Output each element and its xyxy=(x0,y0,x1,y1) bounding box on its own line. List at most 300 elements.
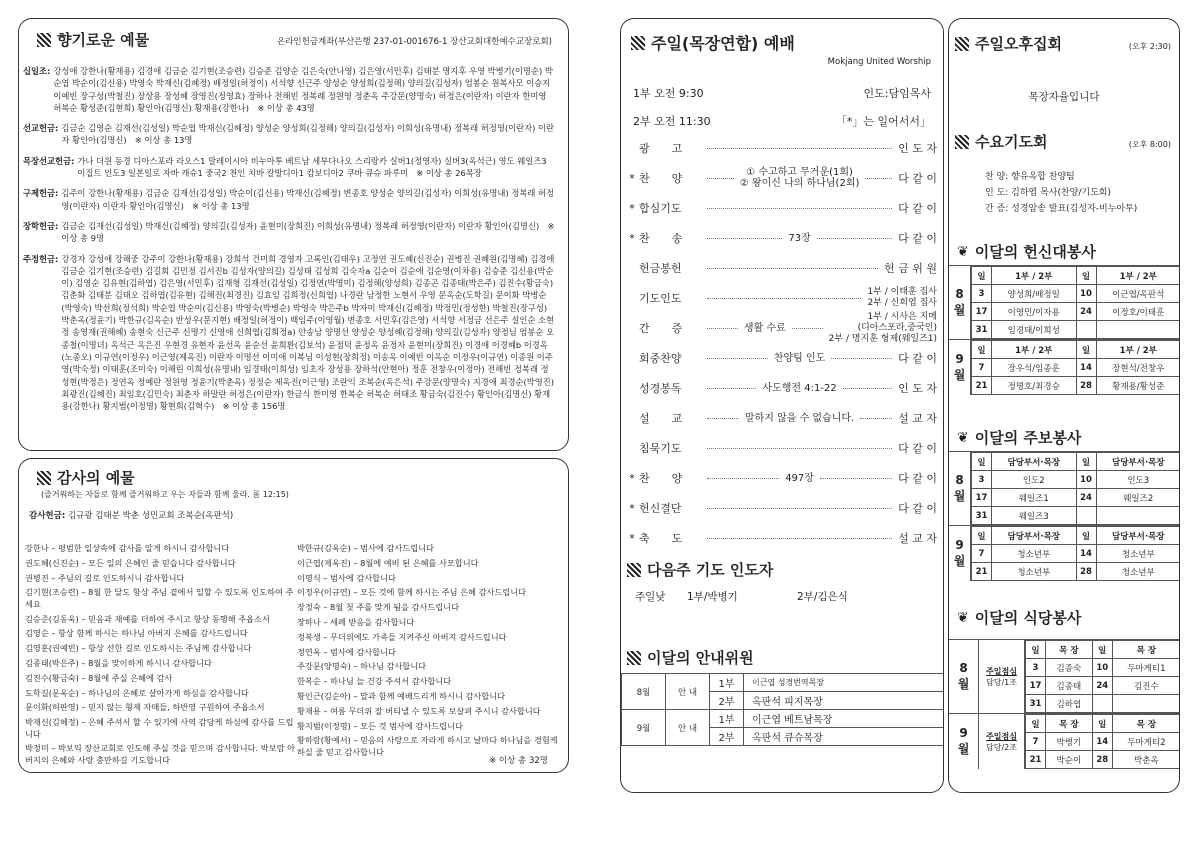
thanks-item: 이근엽(제옥진) – 8월에 예비 된 은혜를 사모합니다 xyxy=(297,557,479,568)
order-name: 침묵기도 xyxy=(639,442,682,455)
time-2: 2부 오전 11:30 xyxy=(633,115,711,128)
offering-item xyxy=(23,122,556,147)
schedule-head-cell: 일 xyxy=(1026,715,1046,733)
order-dots xyxy=(843,388,892,389)
order-mid: 73장 xyxy=(788,232,811,244)
pattern-icon xyxy=(955,37,969,51)
schedule-cell: 청소년부 xyxy=(992,545,1077,563)
schedule-row xyxy=(1026,677,1181,695)
schedule-cell: 7 xyxy=(972,359,992,377)
order-mid: 말하지 않을 수 없습니다. xyxy=(744,412,855,424)
order-row xyxy=(621,467,943,489)
schedule-row xyxy=(972,563,1181,581)
kitchen-lead xyxy=(979,640,1025,713)
dedication-title: ❦ 이달의 헌신대봉사 xyxy=(957,243,1096,261)
thanks-item: 김영훈(권예빈) – 항상 선한 길로 인도하시는 주님께 감사합니다 xyxy=(25,643,252,654)
offering-names xyxy=(61,253,556,413)
thanks-item: 권도혜(신진순) – 모든 일의 은혜인 줄 믿습니다 감사합니다 xyxy=(25,557,236,568)
schedule-cell: 장우석/임종훈 xyxy=(992,359,1077,377)
order-dots xyxy=(707,298,861,299)
schedule-cell: 박병기 xyxy=(1046,733,1093,751)
schedule-cell: 7 xyxy=(1026,733,1046,751)
order-right: 설 교 자 xyxy=(898,531,937,545)
order-right: 1부 / 이태훈 집사 2부 / 신희엽 집사 xyxy=(867,287,937,308)
schedule-table xyxy=(971,340,1180,395)
schedule-cell xyxy=(1092,695,1112,713)
order-row xyxy=(621,407,943,429)
order-row xyxy=(621,227,943,249)
schedule-row xyxy=(972,321,1181,339)
order-star: * xyxy=(629,201,635,215)
schedule-row xyxy=(972,489,1181,507)
schedule-cell: 31 xyxy=(1026,695,1046,713)
order-dots xyxy=(707,418,739,419)
thanks-left-column xyxy=(25,543,300,770)
schedule-cell: 이정호/이태훈 xyxy=(1096,303,1180,321)
offering-item xyxy=(23,187,556,212)
standing-note: 「*」는 일어서서」 xyxy=(835,115,931,128)
schedule-row xyxy=(1026,733,1181,751)
schedule-head-cell: 1부 / 2부 xyxy=(992,267,1077,285)
month-block xyxy=(949,265,1180,339)
order-name: 축 도 xyxy=(639,532,683,545)
schedule-cell: 3 xyxy=(1026,659,1046,677)
offering-text: 김금순 김영순 김재선(김성일) 박순엽 박재신(김혜정) 양성순 양성희(김정해) 양의길(김성자) 이희성(유명내) 정복래 허정영(이란자) 이란자 황인아(김명신) xyxy=(61,123,555,146)
offering-label: 목장선교헌금: xyxy=(23,155,75,166)
order-mid: 497장 xyxy=(785,472,814,484)
order-right: 다 같 이 xyxy=(898,351,938,365)
schedule-cell: 김종숙 xyxy=(1046,659,1093,677)
order-row xyxy=(621,197,943,219)
order-dots xyxy=(831,358,892,359)
schedule-head xyxy=(972,527,1181,545)
schedule-cell xyxy=(1076,507,1096,525)
order-mid: ① 수고하고 무거운(1회) ② 왕이신 나의 하나님(2회) xyxy=(739,167,860,189)
schedule-cell: 10 xyxy=(1092,659,1112,677)
schedule-cell: 24 xyxy=(1076,303,1096,321)
worship-title: 주일(목장연합) 예배 xyxy=(631,31,795,54)
usher-part: 1부 xyxy=(710,674,744,692)
pattern-icon xyxy=(37,33,51,47)
usher-role: 안 내 xyxy=(666,710,710,746)
order-right: 다 같 이 xyxy=(898,231,938,245)
offering-names xyxy=(77,155,556,180)
schedule-cell: 28 xyxy=(1076,377,1096,395)
pattern-icon xyxy=(627,651,641,665)
schedule-table xyxy=(1025,714,1180,769)
order-dots xyxy=(865,178,892,179)
schedule-head-cell: 목 장 xyxy=(1112,715,1180,733)
thanks-item: 박정미 – 박보익 장산교회로 인도해 주실 것을 믿으며 감사합니다. 박보람 아버지의 은혜와 사랑 충만하길 기도합니다 xyxy=(25,743,295,765)
flower-icon: ❦ xyxy=(957,243,969,260)
offering-text: 가나 더원 동경 디아스포라 라오스1 말레이시아 비누아투 베트남 세부다나오 스리랑카 실버1(정영자) 실버3(옥석근) 영도 웨일즈3 이집트 인도3 일본일로 자바 캐슈1 중국2 천인 치바 칼발디아1 캄보디아2 쿠바 큐슈 파루미 xyxy=(77,155,547,179)
usher-name: 옥판석 큐슈목장 xyxy=(744,728,945,746)
month-label: 9 월 xyxy=(949,340,971,395)
time-1: 1부 오전 9:30 xyxy=(633,87,704,100)
thanks-item: 이정우(이규연) – 모든 것에 함께 하시는 주님 은혜 감사드립니다 xyxy=(297,587,527,598)
order-dots xyxy=(860,418,892,419)
schedule-row xyxy=(1026,695,1181,713)
offering-count: ※ 이상 총 9명 xyxy=(61,220,555,244)
schedule-cell: 웨일즈1 xyxy=(992,489,1077,507)
usher-month: 9월 xyxy=(622,710,666,746)
schedule-table xyxy=(1025,640,1180,713)
schedule-cell: 두마게티1 xyxy=(1112,659,1180,677)
offering-label: 십일조: xyxy=(23,66,51,76)
offering-item xyxy=(23,155,556,180)
schedule-row xyxy=(972,545,1181,563)
schedule-head xyxy=(972,267,1181,285)
schedule-cell: 김하엽 xyxy=(1046,695,1093,713)
thanks-item: 박한규(김옥순) – 범사에 감사드립니다 xyxy=(297,543,434,553)
schedule-head-cell: 1부 / 2부 xyxy=(1096,267,1180,285)
order-name: 찬 양 xyxy=(639,172,683,185)
bulletin-title: ❦ 이달의 주보봉사 xyxy=(957,429,1082,447)
schedule-cell: 청소년부 xyxy=(1096,563,1180,581)
month-label: 8 월 xyxy=(949,640,979,713)
schedule-head-cell: 일 xyxy=(1076,267,1096,285)
afternoon-text: 목장자율입니다 xyxy=(1028,91,1100,103)
usher-row xyxy=(622,710,945,728)
account-info: 온라인헌금계좌(부산은행 237-01-001676-1 장산교회대한예수교장로회) xyxy=(277,37,552,47)
thanks-item: 김기현(조승련) – 8월 한 달도 항상 주님 곁에서 일할 수 있도록 인도하여 주세요 xyxy=(25,587,294,609)
schedule-head-cell: 일 xyxy=(972,267,992,285)
order-dots xyxy=(817,238,892,239)
order-right: 인 도 자 xyxy=(898,381,937,395)
order-dots xyxy=(707,358,768,359)
kitchen-lead xyxy=(979,714,1025,769)
order-right: 헌 금 위 원 xyxy=(884,261,937,275)
schedule-row xyxy=(972,359,1181,377)
schedule-row xyxy=(1026,659,1181,677)
order-mid: 생활 수료 xyxy=(743,322,786,334)
order-name: 합심기도 xyxy=(639,202,682,215)
schedule-head xyxy=(1026,715,1181,733)
offering-label: 선교헌금: xyxy=(23,123,59,134)
order-row xyxy=(621,347,943,369)
schedule-cell: 14 xyxy=(1076,545,1096,563)
schedule-row xyxy=(972,507,1181,525)
schedule-head-cell: 담당부서·목장 xyxy=(992,453,1077,471)
pattern-icon xyxy=(627,563,641,577)
schedule-head xyxy=(972,453,1181,471)
schedule-cell: 김진수 xyxy=(1112,677,1180,695)
thanks-item: 황지범(이정명) – 모든 것 범사에 감사드립니다 xyxy=(297,720,463,731)
order-right: 인 도 자 xyxy=(898,141,937,155)
order-right: 다 같 이 xyxy=(898,471,937,485)
usher-row xyxy=(622,674,945,692)
offering-names xyxy=(61,122,556,147)
kitchen-lead-title: 주일점심 xyxy=(986,666,1017,676)
thanks-item: 정연옥 – 범사에 감사합니다 xyxy=(297,646,396,657)
thanks-item: 한복순 – 하나님 늘 건강 주셔서 감사합니다 xyxy=(297,676,452,687)
thanks-item: 이명식 – 범사에 감사합니다 xyxy=(297,572,396,583)
usher-name: 이근엽 성경번역목장 xyxy=(744,674,945,692)
order-name: 광 고 xyxy=(639,142,683,155)
schedule-cell: 28 xyxy=(1092,751,1112,769)
schedule-cell xyxy=(1096,321,1180,339)
kitchen-lead-sub: 담당/1조 xyxy=(986,677,1017,687)
offering-item xyxy=(23,220,556,245)
schedule-cell: 박춘옥 xyxy=(1112,751,1180,769)
flower-icon: ❦ xyxy=(957,429,969,446)
schedule-cell: 21 xyxy=(1026,751,1046,769)
thanks-item: 황인근(김순아) – 말과 함께 예배드리게 하시니 감사합니다 xyxy=(297,690,506,701)
kitchen-lead-sub: 담당/2조 xyxy=(986,742,1017,752)
order-mid: 사도행전 4:1-22 xyxy=(762,382,837,394)
order-right: 다 같 이 xyxy=(898,501,937,515)
schedule-table xyxy=(971,526,1180,581)
schedule-cell: 정명호/최경승 xyxy=(992,377,1077,395)
order-dots xyxy=(707,328,738,329)
thanks-item: 황하람(황예서) – 믿음의 사랑으로 자라게 하시고 날마다 하나님을 경험케 하실 줄 믿고 감사합니다 xyxy=(297,735,558,757)
order-dots xyxy=(792,328,823,329)
order-right: 설 교 자 xyxy=(898,411,938,425)
order-dots xyxy=(707,178,734,179)
right-box xyxy=(948,18,1180,793)
ushers-table xyxy=(621,673,944,746)
order-star: * xyxy=(629,471,635,485)
schedule-cell: 31 xyxy=(972,321,992,339)
schedule-cell: 3 xyxy=(972,285,992,303)
order-dots xyxy=(820,478,892,479)
offering-count: ※ 이상 총 13명 xyxy=(192,200,250,211)
schedule-cell: 웨일즈2 xyxy=(1096,489,1180,507)
thanks-item: 강한나 – 평범한 일상속에 감사를 알게 하시니 감사합니다 xyxy=(25,543,230,553)
thanks-item: 장정숙 – 8월 첫 주를 맞게 됨을 감사드립니다 xyxy=(297,602,459,613)
order-name: 헌금봉헌 xyxy=(639,262,682,275)
schedule-table xyxy=(971,452,1180,525)
order-right: 다 같 이 xyxy=(898,171,938,185)
thanks-item: 권병진 – 주님의 길로 인도하시니 감사합니다 xyxy=(25,572,185,583)
order-star: * xyxy=(629,531,635,545)
order-star: * xyxy=(629,501,635,515)
order-dots xyxy=(707,148,892,149)
offering-text: 김금순 김재선(김성일) 박재신(김혜정) 양의길(김성자) 윤현미(장희진) 이희성(유명내) 정복래 허정영(이란자) 이란자 황인아(김명신) xyxy=(61,220,548,231)
thanks-item: 도학길(문옥순) – 하나님의 은혜로 살아가게 하심을 감사합니다 xyxy=(25,687,249,698)
order-right: 1부 / 시사은 지메 (디아스포라,중국인) 2부 / 명지훈 형제(웨일즈1) xyxy=(828,311,938,344)
offering-text: 강성애 강한나(황재용) 김경애 김금순 김기현(조승련) 김승준 김양순 김은숙(안나영) 김은영(서민후) 김태분 명지후 우영 박병기(이명순) 박순엽 박순이(김신용) 박영숙 박재신(김혜정) 배정일(허정이) 서석향 신근주 양성순 양성희(김정해) 양의길(김성자) 엄봉순 원복사모 이승지 이예빈 장구성(박철진) 장상용 장성혜 장영진(정영효) 장하나 전해빈 정복례 정원영 정춘옥 주강문(양명숙) 허정은(이란자) 이란자 한미영 허복순 황성준(김현희) 황인아(김명신) 황재용(강한나) xyxy=(53,66,553,113)
schedule-cell: 청소년부 xyxy=(992,563,1077,581)
offering-names xyxy=(61,220,556,245)
schedule-cell: 이영민/이자용 xyxy=(992,303,1077,321)
schedule-head-cell: 담당부서·목장 xyxy=(992,527,1077,545)
pattern-icon xyxy=(631,36,645,50)
usher-month: 8월 xyxy=(622,674,666,710)
offering-count: ※ 이상 총 156명 xyxy=(222,401,286,412)
usher-name: 옥판석 피지목장 xyxy=(744,692,945,710)
schedule-head-cell: 일 xyxy=(1076,453,1096,471)
schedule-cell: 17 xyxy=(972,303,992,321)
order-row xyxy=(621,167,943,189)
order-name: 기도인도 xyxy=(639,292,682,305)
thanks-item: 주강문(양명숙) – 하나님 감사합니다 xyxy=(297,661,427,672)
month-block xyxy=(949,713,1180,769)
schedule-cell: 인도3 xyxy=(1096,471,1180,489)
thanks-verse: (즐거워하는 자들로 함께 즐거워하고 우는 자들과 함께 울라. 롬 12:15) xyxy=(41,490,289,499)
usher-name: 이근엽 베트남목장 xyxy=(744,710,945,728)
thanks-item: 김종태(박은주) – 8월을 맞이하게 하시니 감사합니다 xyxy=(25,657,212,668)
schedule-cell: 황재용/황성준 xyxy=(1096,377,1180,395)
order-dots xyxy=(707,388,756,389)
order-dots xyxy=(707,478,779,479)
offering-text: 강경자 강성애 강해중 강주이 강한나(황재용) 강희석 건미희 경영자 고록인(김태우) 고정연 권도혜(신진순) 권병진 권혜원(김명혜) 김경애 김금순 김기현(조승련) 김길회 김민정 김서진b 김성자(양의길) 김성태 김성희 김숙자a 김순이 김순애 김순영(이차용) 김승준 김신용(박순이) 김영순 김유현(김하엽) 김은영(서민후) 김재형 김재선(김성일) 김정연(박명미) 김정해(양성희) 김종곤 김종태(박은주) 김진수(황금숙) 김춘화 김태분 김태오 김하엽(김유현) 김해진(최경진) 김효임 김희정(신희엽) 나경란 남정한 노현서 우영 문옥순(도학길) 문이화 박병순(박영숙) 박선희(정석희) 박순엽 박순이(김신용) 박영숙(박병순) 박영숙 박은주b 박자미 박재신(김혜정) 박정민(정성한) 박철진(장구성) 박춘옥(정윤기) 박한규(김옥순) 반성우(문지현) 배정일(허정이) 백임주(이영월) 변종호 서민후(김은영) 서석향 서정금 선은주 설인순 소현정 송영재(권해혜) 송현숙 신근주 신명기 신영애 신희엽(김희정a) 안송남 양명선 양성순 양성혜(김정해) 양의길(김성자) 양정님 엄봉순 오종철(이명녀) 옥석근 옥은진 우현경 유현자 윤선옥 윤순선 윤희환(김보석) 윤점덕 윤정옥 윤정자 윤현미(장희진) 이경애 이경혜b 이경옥(노종오) 이규연(이정우) 이근영(제옥진) 이란자 이명선 이미애 이복님 이성현(장희정) 이송옥 이예빈 이옥순 이정우(이규연) 이종원 이주영(박숙정) 이태훈(조미숙) 이해린 이희성(유명내) 임경태(이희성) 임초자 장성용 장하석(안현아) 정훈 전창우(이정아) 전해빈 정복래 정성현(박정은) 정연옥 정예란 정원영 정윤기(박춘옥) 정정순 제옥진(이근영) 조란익 조복순(옥은석) 주강문(양명숙) 지경애 최경순(박영진) 최광진(김혜진) 최임호(김민숙) 최춘자 하말란 허정은(이란자) 한금식 한미영 한복순 허복순 허태조 황금숙(김진수) 황인아(김명신) 황재용(강한나) 황지범(이정명) 황현희(김혁수) xyxy=(61,253,555,412)
month-block xyxy=(949,339,1180,395)
order-row xyxy=(621,527,943,549)
thanks-item: 김진수(황금숙) – 8월에 주실 은혜에 감사 xyxy=(25,672,173,683)
schedule-cell: 두마게티2 xyxy=(1112,733,1180,751)
schedule-row xyxy=(972,303,1181,321)
schedule-cell: 24 xyxy=(1076,489,1096,507)
month-block xyxy=(949,451,1180,525)
schedule-cell: 10 xyxy=(1076,471,1096,489)
order-name: 헌신결단 xyxy=(639,502,682,515)
schedule-head-cell: 1부 / 2부 xyxy=(992,341,1077,359)
thanks-item: 황재용 – 여름 무더위 잘 버티낼 수 있도록 보살펴 주시니 감사합니다 xyxy=(297,705,541,716)
order-row xyxy=(621,497,943,519)
order-dots xyxy=(707,538,892,539)
order-right: 다 같 이 xyxy=(898,441,937,455)
offering-count: ※ 이상 총 43명 xyxy=(257,102,315,113)
order-row xyxy=(621,287,943,309)
schedule-cell: 이근엽/옥판석 xyxy=(1096,285,1180,303)
schedule-head xyxy=(972,341,1181,359)
schedule-head-cell: 목 장 xyxy=(1046,641,1093,659)
thanks-title: 감사의 예물 xyxy=(37,467,135,488)
offering-names xyxy=(53,65,556,114)
wednesday-title: 수요기도회 xyxy=(955,131,1047,152)
offering-count: ※ 이상 총 13명 xyxy=(134,135,193,146)
next-prayer-p1: 1부/박병기 xyxy=(687,591,738,603)
order-dots xyxy=(707,448,892,449)
schedule-cell xyxy=(1112,695,1180,713)
schedule-cell: 31 xyxy=(972,507,992,525)
schedule-cell: 28 xyxy=(1076,563,1096,581)
thanks-right-column xyxy=(297,543,565,762)
month-label: 9 월 xyxy=(949,714,979,769)
offering-item xyxy=(23,65,556,114)
thanks-item: 장하나 – 세례 받음을 감사합니다 xyxy=(297,616,415,627)
order-dots xyxy=(707,208,892,209)
thanks-item: 김영순 – 항상 함께 하시는 하나님 아버지 은혜를 감사드립니다 xyxy=(25,628,248,639)
usher-part: 1부 xyxy=(710,710,744,728)
thanks-item: 문이화(허판영) – 믿지 않는 형제 자매들, 하반영 구원하여 주옵소서 xyxy=(25,702,265,713)
offering-list xyxy=(23,65,556,420)
offering-item xyxy=(23,253,556,413)
order-name: 간 증 xyxy=(639,322,683,335)
order-star: * xyxy=(629,171,635,185)
schedule-head-cell: 일 xyxy=(1092,641,1112,659)
order-row xyxy=(621,377,943,399)
schedule-cell: 10 xyxy=(1076,285,1096,303)
next-prayer-p2: 2부/김은식 xyxy=(797,591,848,603)
schedule-cell: 14 xyxy=(1076,359,1096,377)
schedule-cell: 웨일즈3 xyxy=(992,507,1077,525)
offering-count: ※ 이상 총 26목장 xyxy=(416,168,482,179)
order-name: 찬 송 xyxy=(639,232,683,245)
order-of-service xyxy=(621,137,943,557)
schedule-cell: 21 xyxy=(972,377,992,395)
schedule-head xyxy=(1026,641,1181,659)
schedule-row xyxy=(972,377,1181,395)
kitchen-tables xyxy=(949,639,1180,769)
offering-text: 김주이 강한나(황재용) 김금순 김재선(김성일) 박순이(김신용) 박재신(김혜정) 변종호 양성순 양의길(김성자) 이희성(유명내) 정복래 허정영(이란자) 이란자 황인아(김명신) xyxy=(61,188,555,211)
schedule-cell xyxy=(1096,507,1180,525)
order-name: 찬 양 xyxy=(639,472,683,485)
schedule-head-cell: 담당부서·목장 xyxy=(1096,453,1180,471)
month-label: 8 월 xyxy=(949,452,971,525)
usher-role: 안 내 xyxy=(666,674,710,710)
offering-box xyxy=(18,18,569,451)
offering-label: 구제헌금: xyxy=(23,188,59,199)
schedule-cell: 17 xyxy=(972,489,992,507)
schedule-row xyxy=(972,471,1181,489)
schedule-head-cell: 일 xyxy=(972,527,992,545)
order-name: 성경봉독 xyxy=(639,382,682,395)
schedule-head-cell: 일 xyxy=(972,341,992,359)
schedule-cell: 17 xyxy=(1026,677,1046,695)
kitchen-lead-title: 주일점심 xyxy=(986,731,1017,741)
schedule-cell: 14 xyxy=(1092,733,1112,751)
schedule-cell: 24 xyxy=(1092,677,1112,695)
usher-part: 2부 xyxy=(710,728,744,746)
bulletin-tables xyxy=(949,451,1180,581)
schedule-cell: 21 xyxy=(972,563,992,581)
schedule-cell: 3 xyxy=(972,471,992,489)
schedule-head-cell: 일 xyxy=(1026,641,1046,659)
schedule-head-cell: 일 xyxy=(1076,527,1096,545)
next-prayer-label: 주일낮 xyxy=(635,591,666,603)
schedule-head-cell: 1부 / 2부 xyxy=(1096,341,1180,359)
order-dots xyxy=(707,508,892,509)
flower-icon: ❦ xyxy=(957,609,969,626)
month-block xyxy=(949,639,1180,713)
wednesday-time: (오후 8:00) xyxy=(1128,140,1171,149)
thanks-head: 감사헌금: 김규광 김태분 박춘 성민교회 조복순(옥판석) xyxy=(29,511,234,521)
schedule-head-cell: 목 장 xyxy=(1046,715,1093,733)
schedule-cell: 임경태/이희성 xyxy=(992,321,1077,339)
schedule-head-cell: 일 xyxy=(972,453,992,471)
schedule-cell: 장현석/전창우 xyxy=(1096,359,1180,377)
worship-leader: 인도:담임목사 xyxy=(863,87,931,100)
month-block xyxy=(949,525,1180,581)
schedule-row xyxy=(1026,751,1181,769)
afternoon-time: (오후 2:30) xyxy=(1128,42,1171,51)
schedule-head-cell: 일 xyxy=(1092,715,1112,733)
thanks-item: 정복생 – 무더위에도 가족들 지켜주신 아버지 감사드립니다 xyxy=(297,631,507,642)
afternoon-title: 주일오후집회 xyxy=(955,33,1062,54)
dedication-tables xyxy=(949,265,1180,395)
order-name: 설 교 xyxy=(639,412,683,425)
schedule-cell: 청소년부 xyxy=(1096,545,1180,563)
pattern-icon xyxy=(955,135,969,149)
month-label: 9 월 xyxy=(949,526,971,581)
schedule-cell: 7 xyxy=(972,545,992,563)
order-dots xyxy=(707,238,782,239)
next-prayer-title: 다음주 기도 인도자 xyxy=(627,559,773,580)
order-row xyxy=(621,311,943,344)
thanks-count: ※ 이상 총 32명 xyxy=(489,756,548,766)
schedule-cell: 인도2 xyxy=(992,471,1077,489)
thanks-box xyxy=(18,458,569,773)
ushers-title: 이달의 안내위원 xyxy=(627,647,754,668)
order-row xyxy=(621,257,943,279)
thanks-item: 박재신(김혜정) – 은혜 주셔서 할 수 있기에 사역 감당케 하심에 감사를 드립니다 xyxy=(25,717,294,739)
offering-label: 주정헌금: xyxy=(23,253,59,264)
schedule-head-cell: 담당부서·목장 xyxy=(1096,527,1180,545)
worship-box xyxy=(620,18,944,793)
usher-part: 2부 xyxy=(710,692,744,710)
